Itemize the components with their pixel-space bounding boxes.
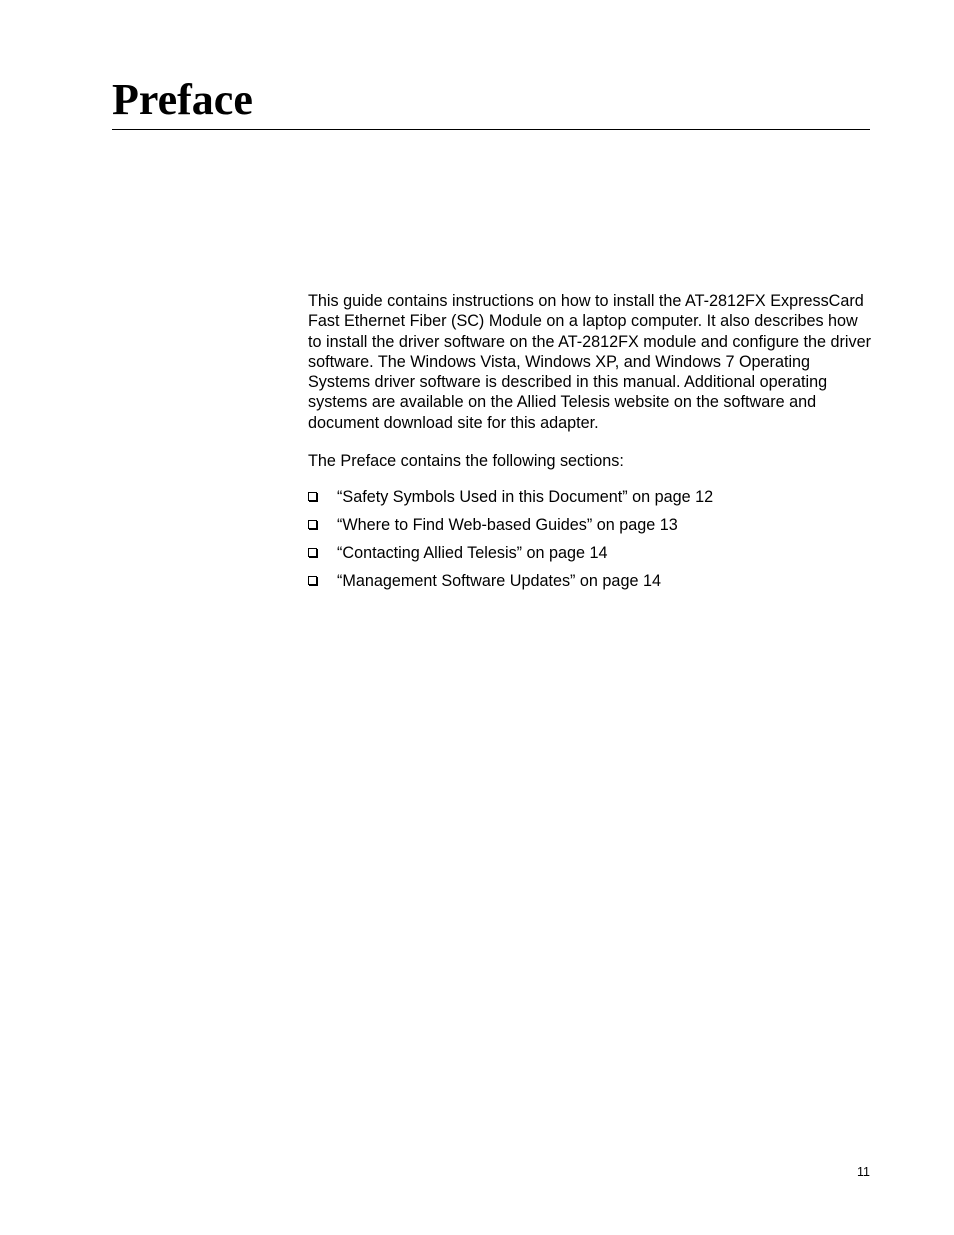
section-link[interactable]: “Contacting Allied Telesis” on page 14 bbox=[337, 544, 608, 562]
section-list bbox=[308, 487, 713, 599]
section-list-item[interactable] bbox=[308, 515, 713, 543]
sections-lead-paragraph: The Preface contains the following sections: bbox=[308, 452, 624, 470]
hollow-square-bullet-icon bbox=[308, 548, 317, 557]
page-number: 11 bbox=[857, 1165, 870, 1179]
hollow-square-bullet-icon bbox=[308, 576, 317, 585]
section-link[interactable]: “Where to Find Web-based Guides” on page 13 bbox=[337, 516, 678, 534]
page-title: Preface bbox=[112, 75, 253, 124]
hollow-square-bullet-icon bbox=[308, 520, 317, 529]
section-link[interactable]: “Management Software Updates” on page 14 bbox=[337, 572, 661, 590]
section-link[interactable]: “Safety Symbols Used in this Document” on page 12 bbox=[337, 488, 714, 506]
title-rule bbox=[112, 129, 870, 130]
section-list-item[interactable] bbox=[308, 543, 713, 571]
intro-paragraph: This guide contains instructions on how to install the AT-2812FX ExpressCard Fast Ethernet Fiber (SC) Module on a laptop computer. It also describes how to install the driver software on the AT-2812FX module and configure the driver software. The Windows Vista, Windows XP, and Windows 7 Operating Systems driver software is described in this manual. Additional operating systems are available on the Allied Telesis website on the software and document download site for this adapter. bbox=[308, 292, 871, 432]
hollow-square-bullet-icon bbox=[308, 492, 317, 501]
section-list-item[interactable] bbox=[308, 487, 713, 515]
section-list-item[interactable] bbox=[308, 571, 713, 599]
